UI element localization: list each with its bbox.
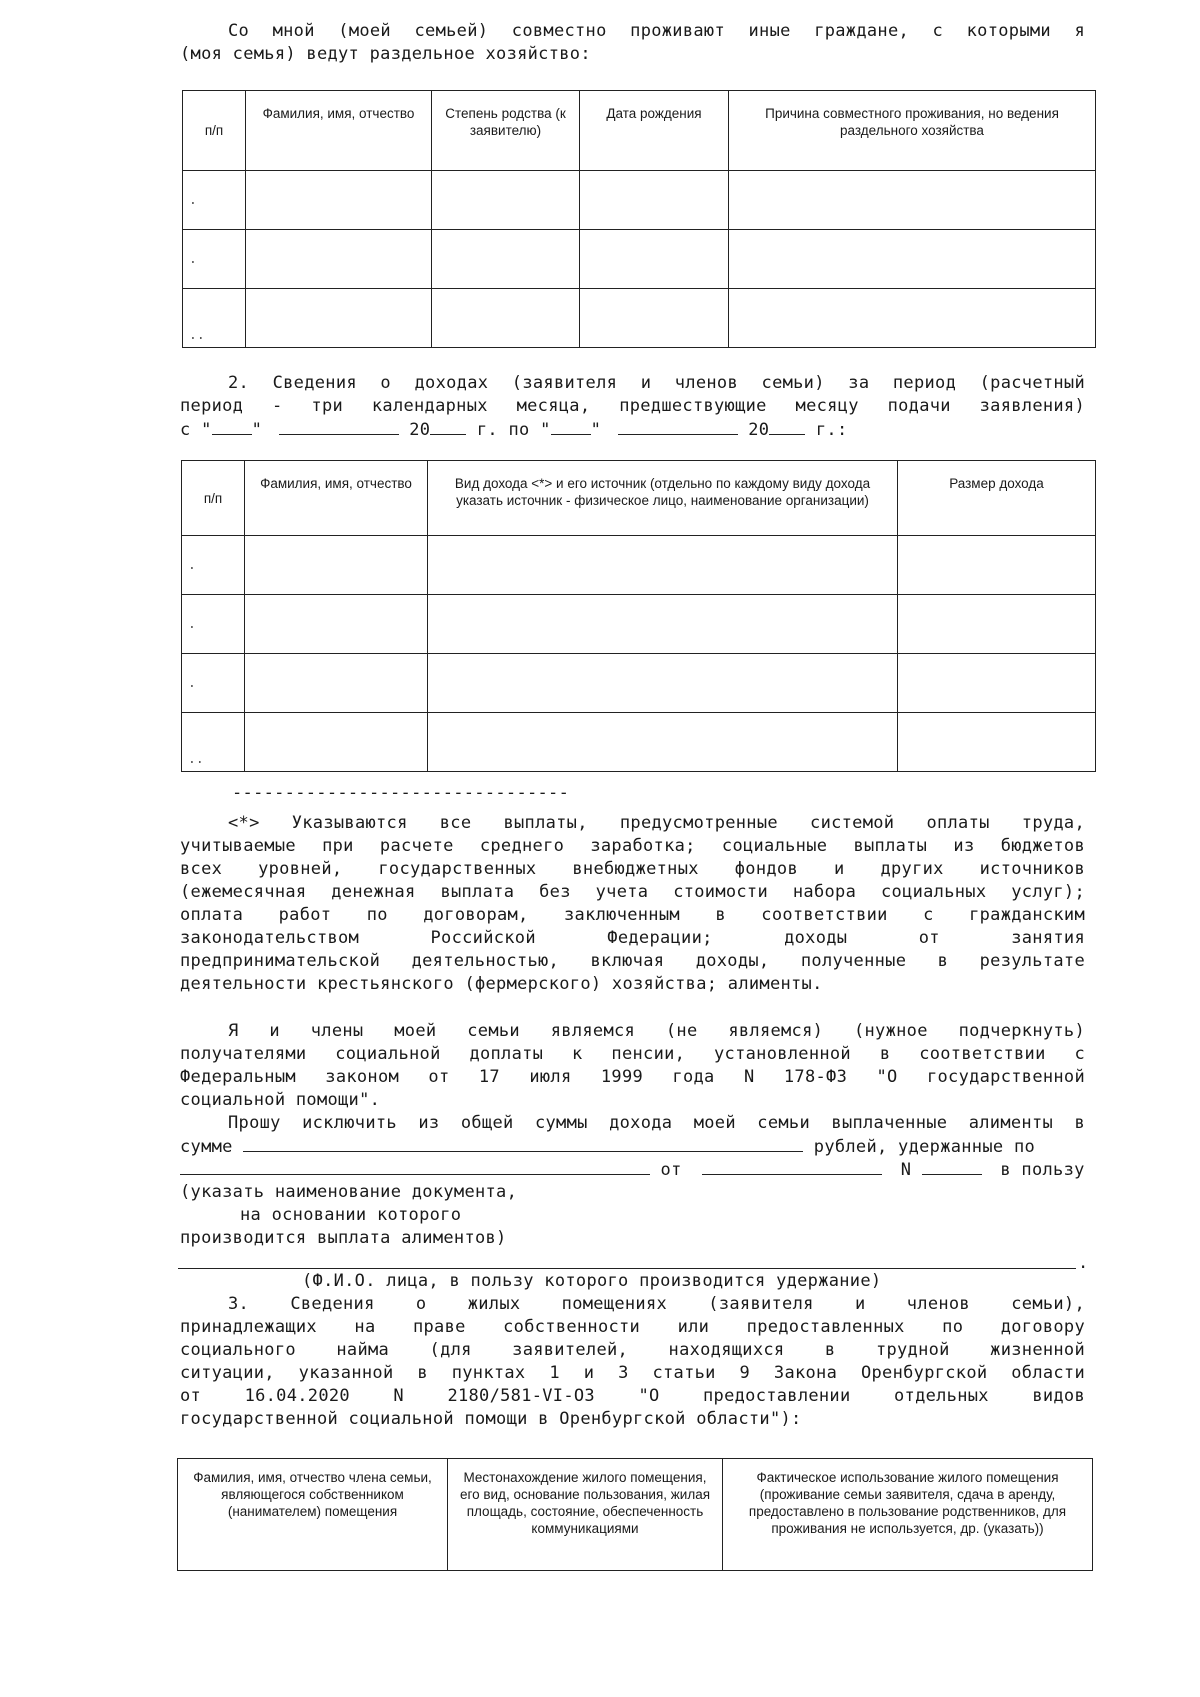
cell-birthdate[interactable] [580, 289, 729, 348]
period-quote: " [251, 420, 263, 440]
document-date-field[interactable] [702, 1158, 882, 1175]
cohabitants-table [182, 90, 1096, 348]
number-label: N [900, 1160, 912, 1180]
cell-relation[interactable] [432, 171, 580, 230]
period-end-label: г.: [815, 420, 848, 440]
beneficiary-line-end: . [1078, 1253, 1089, 1273]
beneficiary-caption: (Ф.И.О. лица, в пользу которого производится удержание) [302, 1271, 882, 1291]
sum-label: сумме [180, 1137, 233, 1157]
table-row [182, 654, 1096, 713]
col-header-num: п/п [183, 91, 246, 171]
alimony-note-line: производится выплата алиментов) [180, 1228, 507, 1248]
income-table [181, 460, 1096, 772]
footnote-line: (ежемесячная денежная выплата без учета стоимости набора социальных услуг); [180, 882, 1085, 902]
col-header-usage: Фактическое использование жилого помещения (проживание семьи заявителя, сдача в аренду, предоставлено в пользование родственников, для проживания не используется, др. (указать)) [723, 1459, 1093, 1571]
row-number: .. [182, 713, 245, 772]
cell-income-amount[interactable] [898, 713, 1096, 772]
period-from-year-field[interactable] [430, 418, 466, 435]
row-number: .. [183, 289, 246, 348]
section3-line: социального найма (для заявителей, находящихся в трудной жизненной [180, 1340, 1085, 1360]
footnote-separator: -------------------------------- [232, 783, 570, 803]
housing-table [177, 1458, 1093, 1571]
section2-line-2: период - три календарных месяца, предшествующие месяцу подачи заявления) [180, 396, 1085, 416]
table-row [182, 595, 1096, 654]
cell-name[interactable] [246, 230, 432, 289]
row-number: . [182, 595, 245, 654]
period-from-month-field[interactable] [279, 418, 399, 435]
col-header-birthdate: Дата рождения [580, 91, 729, 171]
beneficiary-field[interactable] [178, 1268, 1076, 1269]
col-header-location: Местонахождение жилого помещения, его вид, основание пользования, жилая площадь, состояние, обеспеченность коммуникациями [448, 1459, 723, 1571]
cell-income-amount[interactable] [898, 536, 1096, 595]
cell-reason[interactable] [729, 230, 1096, 289]
cell-income-amount[interactable] [898, 595, 1096, 654]
footnote-line: всех уровней, государственных внебюджетных фондов и других источников [180, 859, 1085, 879]
section3-line: государственной социальной помощи в Оренбургской области"): [180, 1409, 802, 1429]
pension-line: получателями социальной доплаты к пенсии, установленной в соответствии с [180, 1044, 1085, 1064]
period-to-year-prefix: 20 [748, 420, 770, 440]
footnote-line: учитываемые при расчете среднего заработка; социальные выплаты из бюджетов [180, 836, 1085, 856]
footnote-line: <*> Указываются все выплаты, предусмотренные системой оплаты труда, [228, 813, 1085, 833]
period-quote: " [590, 420, 602, 440]
period-to-month-field[interactable] [618, 418, 738, 435]
rub-label: рублей, удержанные по [813, 1137, 1036, 1157]
table-row [183, 289, 1096, 348]
alimony-sum-field[interactable] [243, 1135, 803, 1152]
cell-name[interactable] [245, 654, 428, 713]
pension-line: социальной помощи". [180, 1090, 381, 1110]
intro-line-1: Со мной (моей семьей) совместно проживают иные граждане, с которыми я [228, 21, 1085, 41]
cell-income-type[interactable] [428, 536, 898, 595]
table-row [182, 536, 1096, 595]
section3-line: 3. Сведения о жилых помещениях (заявителя и членов семьи), [228, 1294, 1085, 1314]
col-header-income-type: Вид дохода <*> и его источник (отдельно по каждому виду дохода указать источник - физическое лицо, наименование организации) [428, 461, 898, 536]
row-number: . [182, 654, 245, 713]
footnote-line: законодательством Российской Федерации; доходы от занятия [180, 928, 1085, 948]
alimony-line-1: Прошу исключить из общей суммы дохода моей семьи выплаченные алименты в [228, 1113, 1085, 1133]
pension-line: Я и члены моей семьи являемся (не являемся) (нужное подчеркнуть) [228, 1021, 1085, 1041]
row-number: . [183, 171, 246, 230]
section3-line: ситуации, указанной в пунктах 1 и 3 статьи 9 Закона Оренбургской области [180, 1363, 1085, 1383]
col-header-name: Фамилия, имя, отчество [246, 91, 432, 171]
table-row [183, 230, 1096, 289]
section2-period-line [180, 418, 1085, 442]
footnote-line: оплата работ по договорам, заключенным в соответствии с гражданским [180, 905, 1085, 925]
pension-line: Федеральным законом от 17 июля 1999 года N 178-ФЗ "О государственной [180, 1067, 1085, 1087]
section3-line: от 16.04.2020 N 2180/581-VI-ОЗ "О предоставлении отдельных видов [180, 1386, 1085, 1406]
period-to-day-field[interactable] [551, 418, 591, 435]
table-row [183, 171, 1096, 230]
section2-line-1: 2. Сведения о доходах (заявителя и членов семьи) за период (расчетный [228, 373, 1085, 393]
cell-birthdate[interactable] [580, 230, 729, 289]
cell-name[interactable] [245, 713, 428, 772]
col-header-owner: Фамилия, имя, отчество члена семьи, являющегося собственником (нанимателем) помещения [178, 1459, 448, 1571]
cell-income-amount[interactable] [898, 654, 1096, 713]
cell-relation[interactable] [432, 230, 580, 289]
cell-income-type[interactable] [428, 713, 898, 772]
cell-name[interactable] [246, 171, 432, 230]
document-number-field[interactable] [922, 1158, 982, 1175]
period-from-day-field[interactable] [212, 418, 252, 435]
cell-reason[interactable] [729, 289, 1096, 348]
col-header-name: Фамилия, имя, отчество [245, 461, 428, 536]
cell-relation[interactable] [432, 289, 580, 348]
favor-label: в пользу [1000, 1160, 1085, 1180]
intro-line-2: (моя семья) ведут раздельное хозяйство: [180, 44, 591, 64]
section3-line: принадлежащих на праве собственности или предоставленных по договору [180, 1317, 1085, 1337]
footnote-line: деятельности крестьянского (фермерского) хозяйства; алименты. [180, 974, 823, 994]
period-from-quote: с " [180, 420, 212, 440]
alimony-note-line: на основании которого [240, 1205, 462, 1225]
cell-name[interactable] [245, 536, 428, 595]
row-number: . [183, 230, 246, 289]
alimony-document-line [180, 1158, 1085, 1182]
from-label: от [660, 1160, 682, 1180]
cell-income-type[interactable] [428, 654, 898, 713]
col-header-num: п/п [182, 461, 245, 536]
col-header-relation: Степень родства (к заявителю) [432, 91, 580, 171]
row-number: . [182, 536, 245, 595]
cell-reason[interactable] [729, 171, 1096, 230]
document-field[interactable] [180, 1158, 650, 1175]
table-row [182, 713, 1096, 772]
col-header-income-amount: Размер дохода [898, 461, 1096, 536]
footnote-line: предпринимательской деятельностью, включая доходы, полученные в результате [180, 951, 1085, 971]
alimony-note-line: (указать наименование документа, [180, 1182, 518, 1202]
cell-birthdate[interactable] [580, 171, 729, 230]
period-to-year-field[interactable] [769, 418, 805, 435]
cell-name[interactable] [246, 289, 432, 348]
cell-income-type[interactable] [428, 595, 898, 654]
col-header-reason: Причина совместного проживания, но ведения раздельного хозяйства [729, 91, 1096, 171]
alimony-sum-line [180, 1135, 1085, 1159]
cell-name[interactable] [245, 595, 428, 654]
period-to-label: г. по " [476, 420, 551, 440]
period-from-year-prefix: 20 [409, 420, 431, 440]
